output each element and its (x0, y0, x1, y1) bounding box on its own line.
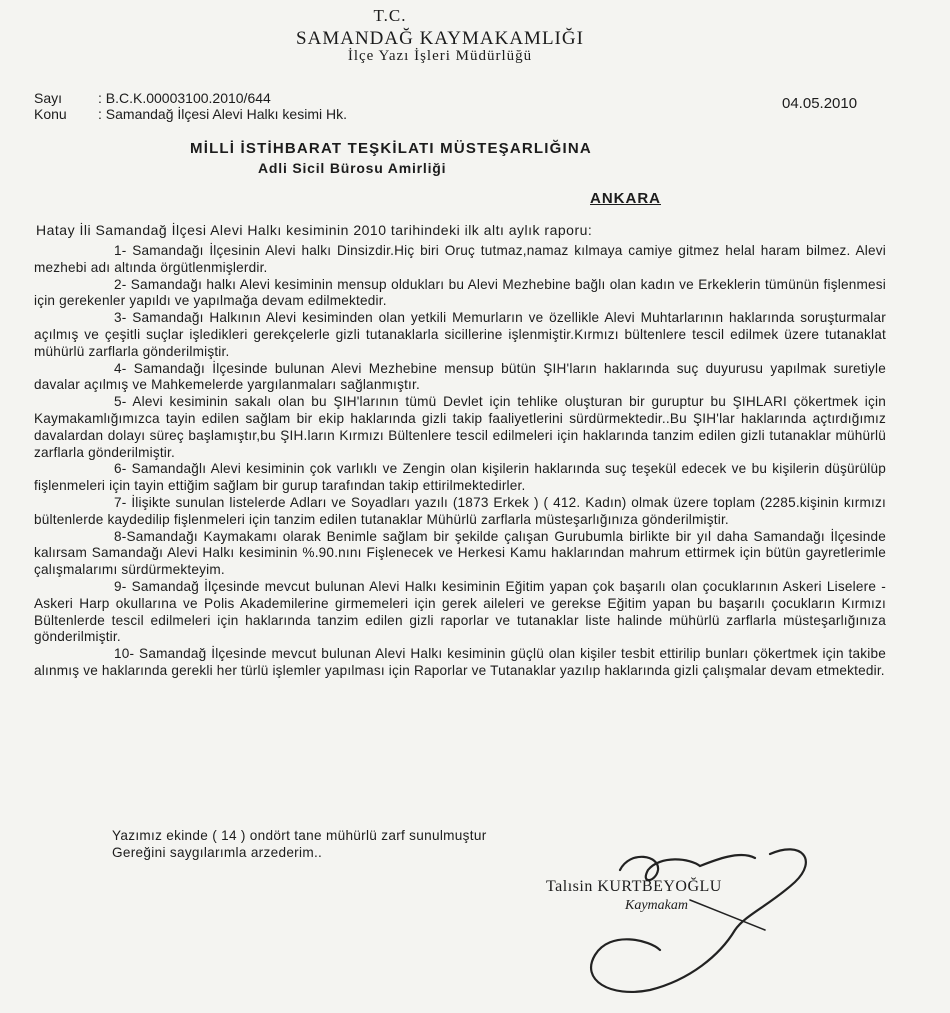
paragraph-9: 9- Samandağ İlçesinde mevcut bulunan Alevi Halkı kesiminin Eğitim yapan çok başarılı olan çocuklarının Askeri Liselere - Askeri Harp okullarına ve Polis Akademilerine girmemeleri için gerek aileleri ve gerekse Eğitim yapan bu başarılı çocukların Kırmızı Bültenlerde tescil edilmeleri için haklarında tanzim edilen gizli raporlar ve tutanaklar liste halinde mühürlü zarflarla müsteşarlığınıza gönderilmiştir. (34, 578, 886, 645)
paragraph-1: 1- Samandağı İlçesinin Alevi halkı Dinsizdir.Hiç biri Oruç tutmaz,namaz kılmaya camiye gitmez helal haram bilmez. Alevi mezhebi adı altında örgütlenmişlerdir. (34, 243, 886, 275)
paragraph-2: 2- Samandağı halkı Alevi kesiminin mensup oldukları bu Alevi Mezhebine bağlı olan kadın ve Erkeklerin tümünün fişlenmesi için gerekenler yapıldı ve yapılmağa devam edilmektedir. (34, 276, 886, 309)
konu-label: Konu (34, 106, 67, 122)
konu-value: : Samandağ İlçesi Alevi Halkı kesimi Hk. (98, 106, 347, 122)
sayi-label: Sayı (34, 90, 63, 106)
header-directorate: İlçe Yazı İşleri Müdürlüğü (347, 48, 533, 64)
paragraph-3: 3- Samandağı Halkının Alevi kesiminden olan yetkili Memurların ve özellikle Alevi Muhtarlarının haklarında soruşturmalar açılmış ve çeşitli suçlar işledikleri gerekçelerle gizli tutanaklarla sicillerine işlenmiştir.Kırmızı bültenlere tescil edilmek üzere tutanaklat mühürlü zarflarla gönderilmiştir. (34, 310, 886, 359)
reference-number-row (34, 90, 271, 106)
paragraph-7: 7- İlişikte sunulan listelerde Adları ve Soyadları yazılı (1873 Erkek ) ( 412. Kadın) olmak üzere toplam (2285.kişinin kırmızı bültenlerde kaydedilip fişlenmeleri için tanzim edilen tutanaklar Mühürlü zarflarla müsteşarlığınıza gönderilmiştir. (34, 494, 886, 527)
signer-name: Talısin KURTBEYOĞLU (546, 878, 722, 895)
paragraph-8: 8-Samandağı Kaymakamı olarak Benimle sağlam bir şekilde çalışan Gurubumla birlikte bir yıl daha Samandağı İlçesinde kalırsam Samandağı Alevi Halkı kesiminin %.90.nını Fişlenecek ve Herkesi Kamu haklarından mahrum ettirmek için bütün gayretlerimle çalışmalarımı sürdürmekteyim. (34, 528, 886, 578)
paragraph-6: 6- Samandağlı Alevi kesiminin çok varlıklı ve Zengin olan kişilerin haklarında suç teşekül edecek ve bu kişilerin düşürülüp fişlenmeleri için tayin ettiğim sağlam bir gurup tarafından takip ettirilmektedirler. (34, 461, 886, 494)
letter-date: 04.05.2010 (782, 95, 858, 112)
paragraph-4: 4- Samandağı İlçesinde bulunan Alevi Mezhebine mensup bütün ŞIH'ların haklarında suç duyurusu yapılmak suretiyle davalar açılmış ve Mahkemelerde yargılanmaları sağlanmıştır. (34, 360, 886, 393)
header-tc: T.C. (373, 6, 407, 25)
handwritten-signature (540, 830, 840, 1010)
paragraph-5: 5- Alevi kesiminin sakalı olan bu ŞIH'larının tümü Devlet için tehlike oluşturan bir guruptur bu ŞIHLARI çökertmek için Kaymakamlığımızca tayin edilen sağlam bir ekip haklarında gizli takip faaliyetlerini sürdürmektedir..Bu ŞIH'lar haklarında açtırdığımız davalardan dolayı süreç başlamıştır,bu ŞIH.ların Kırmızı Bültenlere tescil edilmeleri için haklarında tanzim edilen gizli tutanaklar mühürlü zarflarla gönderilmiştir. (34, 394, 886, 460)
signer-title: Kaymakam (625, 898, 688, 913)
letter-body (34, 243, 886, 680)
subject-row (34, 106, 347, 122)
addressee-line-2: Adli Sicil Bürosu Amirliği (258, 160, 447, 176)
enclosure-line: Yazımız ekinde ( 14 ) ondört tane mühürlü zarf sunulmuştur (112, 828, 487, 843)
intro-line: Hatay İli Samandağ İlçesi Alevi Halkı kesiminin 2010 tarihindeki ilk altı aylık raporu: (36, 222, 593, 238)
addressee-line-1: MİLLİ İSTİHBARAT TEŞKİLATI MÜSTEŞARLIĞINA (190, 140, 592, 157)
paragraph-10: 10- Samandağ İlçesinde mevcut bulunan Alevi Halkı kesiminin güçlü olan kişiler tesbit ettirilip bunları çökertmek için takibe alınmış ve haklarında gerekli her türlü işlemler yapılması için Raporlar ve Tutanaklar yazılıp haklarında gizli çalışmalar devam etmektedir. (34, 646, 886, 678)
regards-line: Gereğini saygılarımla arzederim.. (112, 845, 323, 860)
sayi-value: : B.C.K.00003100.2010/644 (98, 90, 271, 106)
addressee-city: ANKARA (590, 190, 661, 207)
header-office: SAMANDAĞ KAYMAKAMLIĞI (296, 28, 584, 49)
